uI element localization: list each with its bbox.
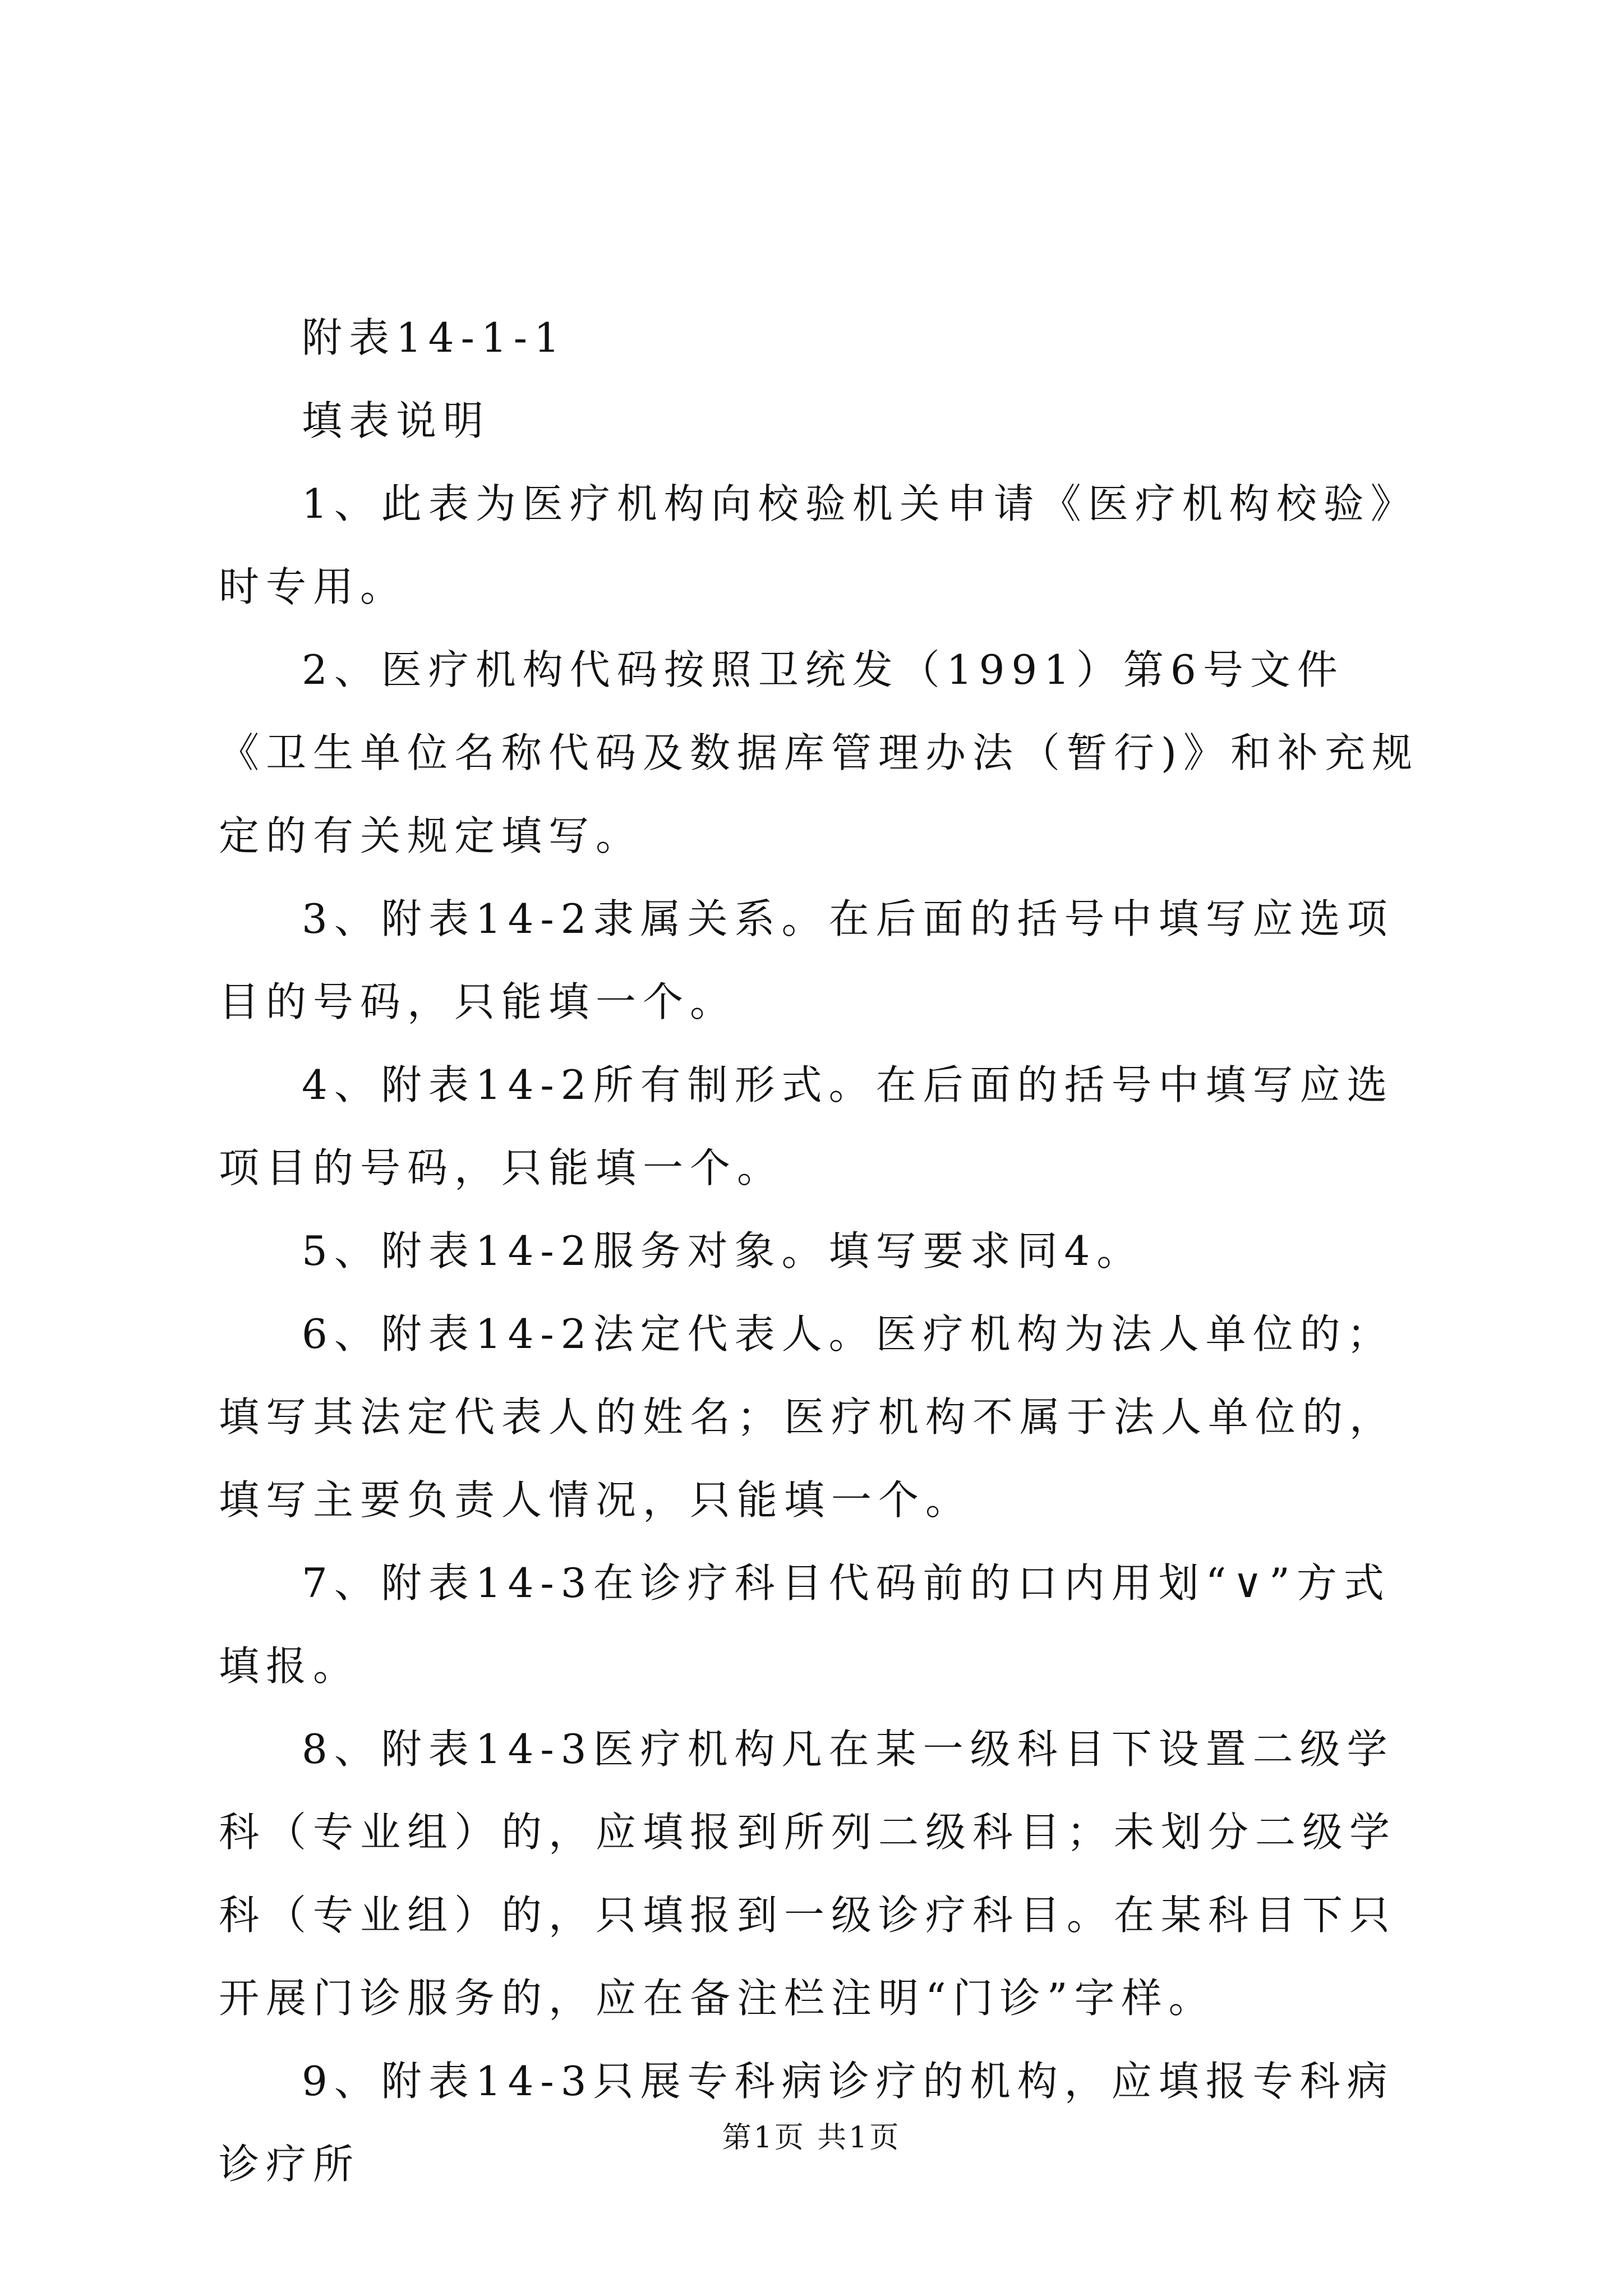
- instruction-item-5: 5、附表14-2服务对象。填写要求同4。: [302, 1227, 1144, 1274]
- section-title: 填表说明: [302, 397, 491, 444]
- instruction-item-6: 6、附表14-2法定代表人。医疗机构为法人单位的；填写其法定代表人的姓名；医疗机构不属于法人单位的，填写主要负责人情况，只能填一个。: [219, 1310, 1397, 1524]
- page-footer: 第1页 共1页: [722, 2121, 901, 2155]
- instruction-item-4: 4、附表14-2所有制形式。在后面的括号中填写应选项目的号码，只能填一个。: [219, 1061, 1394, 1191]
- instruction-item-9: 9、附表14-3只展专科病诊疗的机构，应填报专科病诊疗所: [219, 2058, 1394, 2188]
- instruction-item-2: 2、医疗机构代码按照卫统发（1991）第6号文件《卫生单位名称代码及数据库管理办法（暂行)》和补充规定的有关规定填写。: [219, 646, 1419, 859]
- attachment-label: 附表14-1-1: [302, 314, 566, 361]
- instruction-item-7: 7、附表14-3在诊疗科目代码前的口内用划“∨”方式填报。: [219, 1559, 1391, 1690]
- instruction-item-1: 1、此表为医疗机构向校验机关申请《医疗机构校验》时专用。: [219, 480, 1418, 610]
- instruction-item-8: 8、附表14-3医疗机构凡在某一级科目下设置二级学科（专业组）的，应填报到所列二级科目；未划分二级学科（专业组）的，只填报到一级诊疗科目。在某科目下只开展门诊服务的，应在备注栏注明“门诊”字样。: [219, 1726, 1397, 2022]
- instruction-item-3: 3、附表14-2隶属关系。在后面的括号中填写应选项目的号码，只能填一个。: [219, 895, 1394, 1025]
- document-body: [219, 296, 1436, 2206]
